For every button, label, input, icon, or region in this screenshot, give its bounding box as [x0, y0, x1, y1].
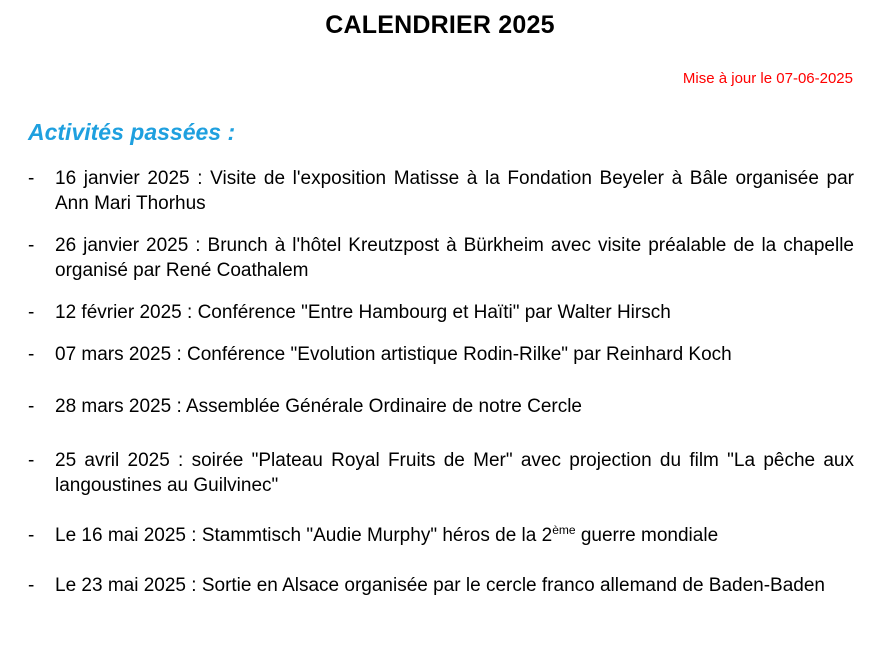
- bullet-dash: -: [28, 168, 35, 189]
- activity-item: [28, 523, 854, 548]
- activity-text: 28 mars 2025 : Assemblée Générale Ordinaire de notre Cercle: [55, 396, 582, 417]
- activity-item: [28, 342, 854, 367]
- activity-text: 25 avril 2025 : soirée "Plateau Royal Fruits de Mer" avec projection du film "La pêche aux langoustines au Guilvinec": [55, 450, 854, 496]
- section-heading: Activités passées :: [28, 119, 236, 145]
- activity-text-end: guerre mondiale: [575, 525, 719, 546]
- bullet-dash: -: [28, 525, 35, 546]
- activity-text: 07 mars 2025 : Conférence "Evolution artistique Rodin-Rilke" par Reinhard Koch: [55, 344, 732, 365]
- update-note: Mise à jour le 07-06-2025: [682, 70, 853, 87]
- activity-text: [55, 523, 854, 548]
- activity-text-start: Le 16 mai 2025 : Stammtisch "Audie Murphy" héros de la 2: [55, 525, 553, 546]
- bullet-dash: -: [28, 575, 35, 596]
- activity-item: [28, 573, 854, 598]
- activity-item: [28, 394, 854, 419]
- bullet-dash: -: [28, 344, 35, 365]
- bullet-dash: -: [28, 396, 35, 417]
- activity-text: 12 février 2025 : Conférence "Entre Hambourg et Haïti" par Walter Hirsch: [55, 302, 671, 323]
- bullet-dash: -: [28, 235, 35, 256]
- page-title: CALENDRIER 2025: [325, 11, 555, 39]
- activity-item: [28, 448, 854, 498]
- activity-text: 16 janvier 2025 : Visite de l'exposition Matisse à la Fondation Beyeler à Bâle organisée par Ann Mari Thorhus: [55, 168, 854, 214]
- bullet-dash: -: [28, 450, 35, 471]
- ordinal-superscript: ème: [552, 523, 576, 537]
- activity-item: [28, 233, 854, 283]
- activity-text: 26 janvier 2025 : Brunch à l'hôtel Kreutzpost à Bürkheim avec visite préalable de la chapelle organisé par René Coathalem: [55, 235, 854, 281]
- activity-text: Le 23 mai 2025 : Sortie en Alsace organisée par le cercle franco allemand de Baden-Baden: [55, 575, 825, 596]
- activity-item: [28, 166, 854, 216]
- activity-item: [28, 300, 854, 325]
- bullet-dash: -: [28, 302, 35, 323]
